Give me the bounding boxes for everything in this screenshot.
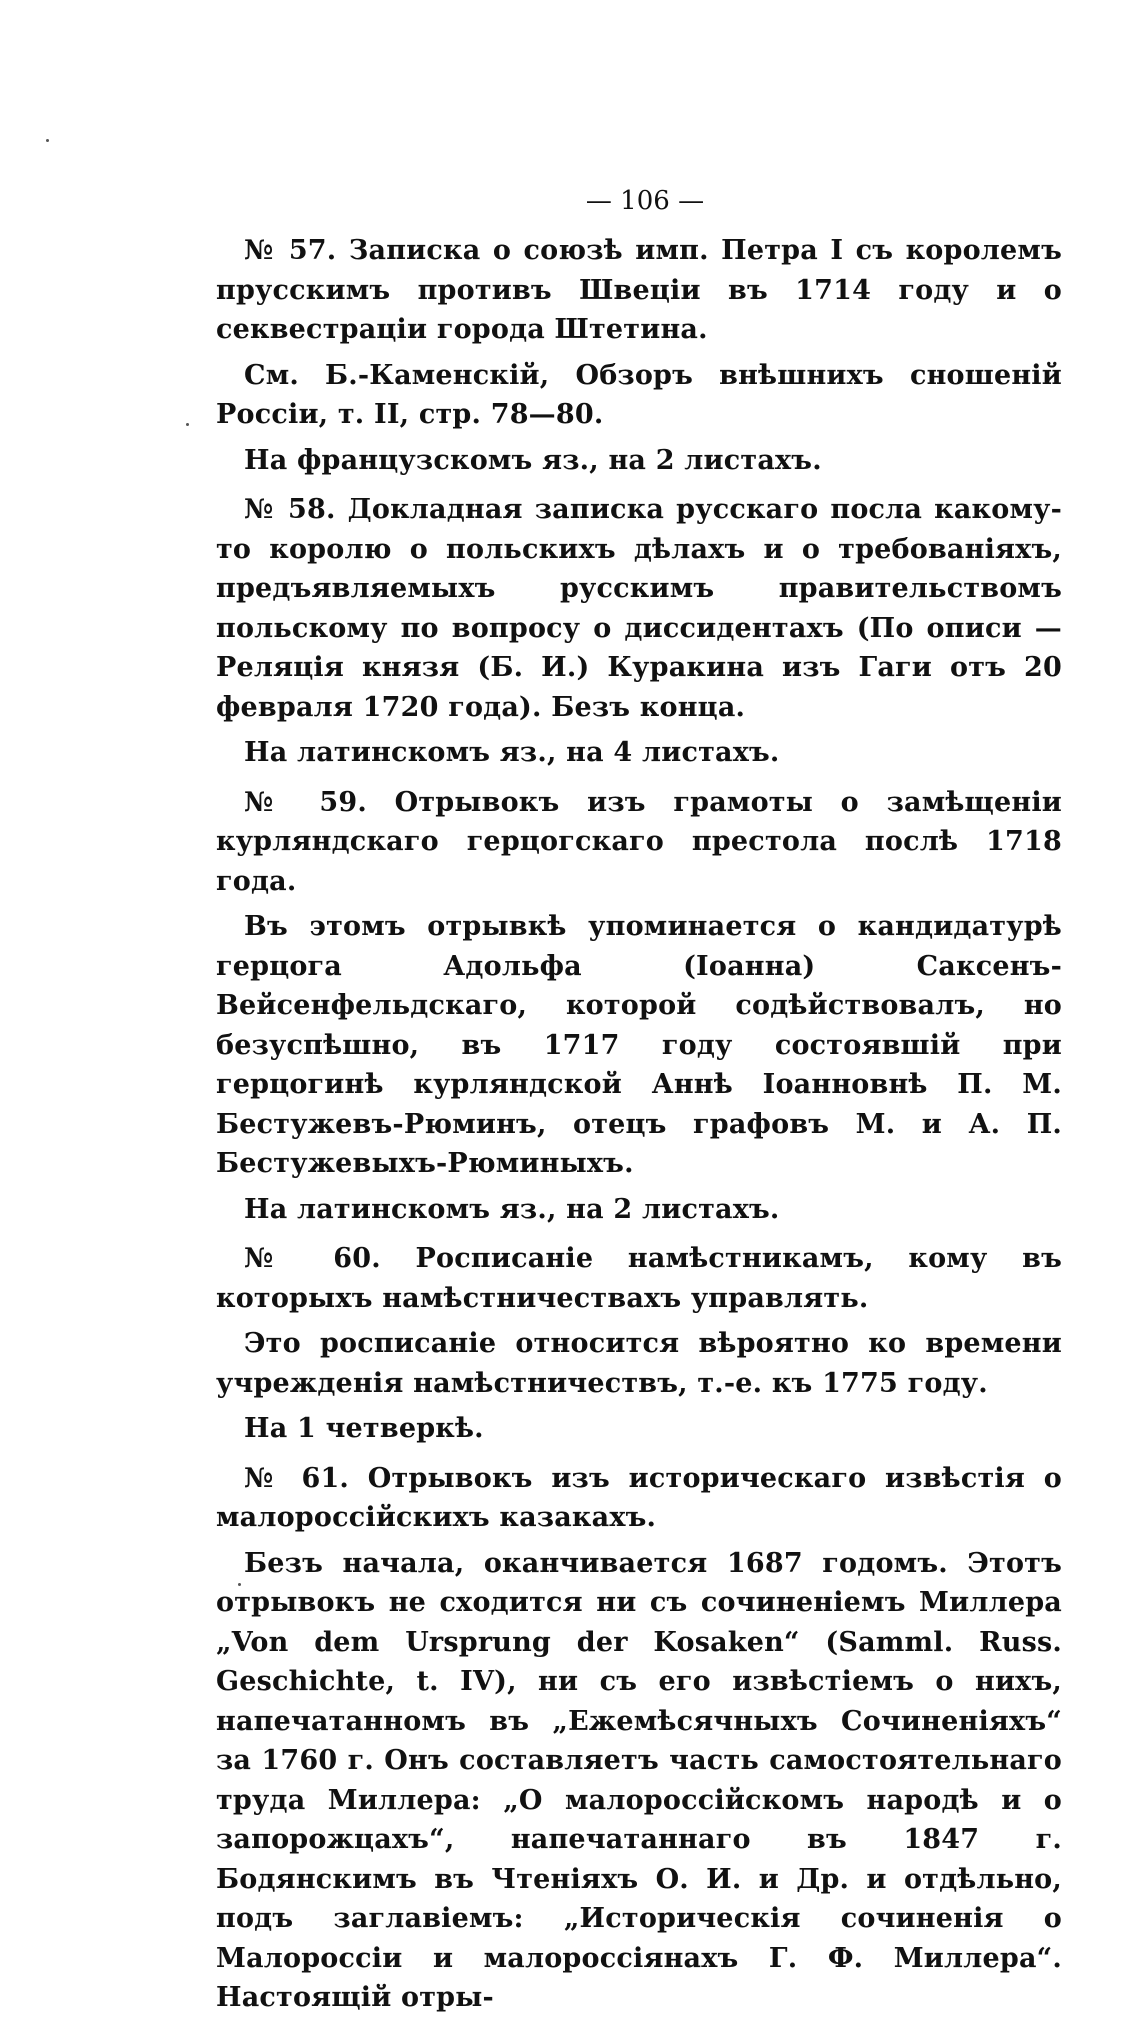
entry-note: На французскомъ яз., на 2 листахъ. [244,444,822,476]
entry-57 [216,231,1062,480]
entry-note: Безъ начала, оканчивается 1687 годомъ. Этотъ отрывокъ не сходится ни съ сочиненіемъ Миллера „Von dem Ursprung der Kosaken“ (Samml. Russ. Geschichte, t. IV), ни съ его извѣстіемъ о нихъ, напечатанномъ въ „Ежемѣсячныхъ Сочиненіяхъ“ за 1760 г. Онъ составляетъ часть самостоятельнаго труда Миллера: „О малороссійскомъ народѣ и о запорожцахъ“, напечатаннаго въ 1847 г. Бодянскимъ въ Чтеніяхъ О. И. и Др. и отдѣльно, подъ заглавіемъ: „Историческія сочиненія о Малороссіи и малороссіянахъ Г. Ф. Миллера“. Настоящій отры- [216,1547,1062,2013]
page-body [216,231,1062,2018]
page-number: — 106 — [585,186,705,216]
entry-61 [216,1459,1062,2018]
entry-note: См. Б.-Каменскій, Обзоръ внѣшнихъ сношеній Россіи, т. II, стр. 78—80. [216,359,1062,430]
entry-note: На латинскомъ яз., на 4 листахъ. [244,737,780,768]
print-speck [46,139,49,142]
entry-note: На латинскомъ яз., на 2 листахъ. [244,1193,780,1225]
entry-59 [216,783,1062,1230]
entry-60 [216,1239,1062,1449]
entry-note: Это росписаніе относится вѣроятно ко времени учрежденія намѣстничествъ, т.-е. къ 1775 году. [216,1328,1062,1399]
entry-heading: № 61. Отрывокъ изъ историческаго извѣстія о малороссійскихъ казакахъ. [216,1462,1062,1533]
entry-heading: № 57. Записка о союзѣ имп. Петра I съ королемъ прусскимъ противъ Швеціи въ 1714 году и о секвестраціи города Штетина. [216,235,1062,345]
entry-heading: № 59. Отрывокъ изъ грамоты о замѣщеніи курляндскаго герцогскаго престола послѣ 1718 года. [216,786,1062,897]
entry-heading: № 58. Докладная записка русскаго посла какому-то королю о польскихъ дѣлахъ и о требованіяхъ, предъявляемыхъ русскимъ правительствомъ польскому по вопросу о диссидентахъ (По описи — Реляція князя (Б. И.) Куракина изъ Гаги отъ 20 февраля 1720 года). Безъ конца. [216,494,1062,723]
entry-heading: № 60. Росписаніе намѣстникамъ, кому въ которыхъ намѣстничествахъ управлять. [216,1243,1062,1314]
print-speck [186,423,189,426]
entry-note: Въ этомъ отрывкѣ упоминается о кандидатурѣ герцога Адольфа (Іоанна) Саксенъ-Вейсенфельдскаго, которой содѣйствовалъ, но безуспѣшно, въ 1717 году состоявшій при герцогинѣ курляндской Аннѣ Іоанновнѣ П. М. Бестужевъ-Рюминъ, отецъ графовъ М. и А. П. Бестужевыхъ-Рюминыхъ. [216,911,1062,1179]
entry-58 [216,490,1062,773]
entry-note: На 1 четверкѣ. [244,1413,484,1444]
